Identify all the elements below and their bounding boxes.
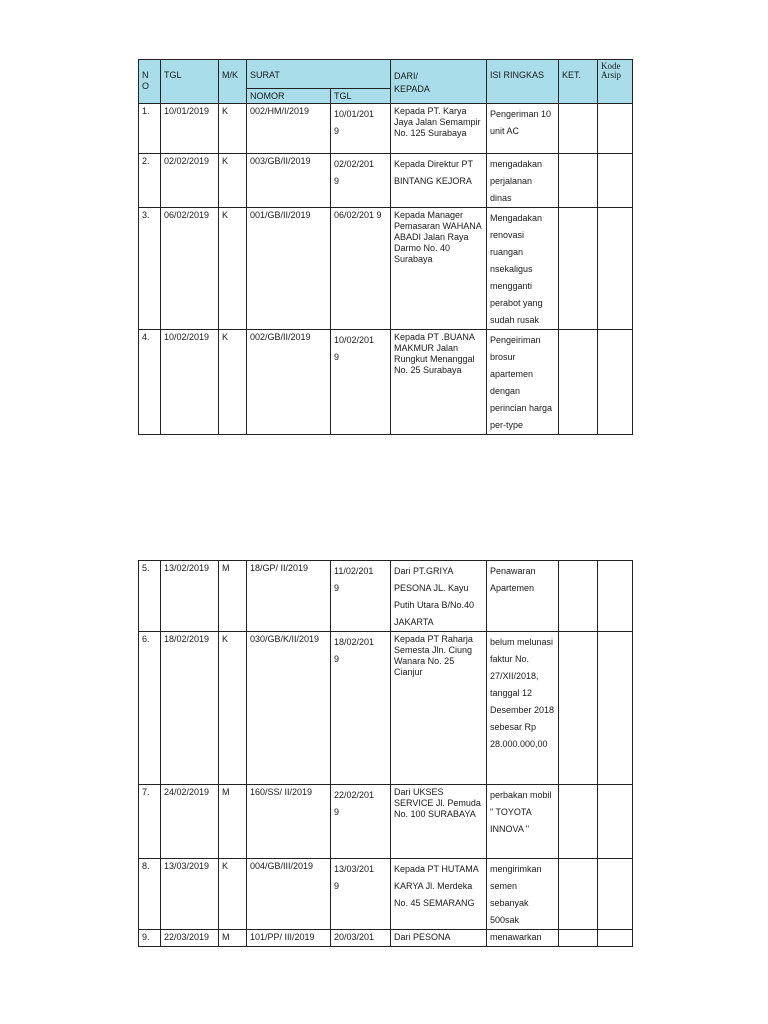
cell-mk: M (219, 785, 247, 859)
cell-isi-ringkas: Mengadakan renovasi ruangan nsekaligus mengganti perabot yang sudah rusak (487, 208, 559, 330)
cell-surat-tgl: 13/03/201 9 (331, 859, 391, 930)
cell-nomor: 002/GB/II/2019 (247, 330, 331, 435)
cell-kode-arsip (598, 104, 633, 154)
table-row (139, 785, 633, 859)
cell-surat-tgl: 06/02/201 9 (331, 208, 391, 330)
cell-kode-arsip (598, 208, 633, 330)
cell-dari-kepada: Kepada PT .BUANA MAKMUR Jalan Rungkut Menanggal No. 25 Surabaya (391, 330, 487, 435)
cell-dari-kepada: Dari UKSES SERVICE Jl. Pemuda No. 100 SURABAYA (391, 785, 487, 859)
cell-ket (559, 785, 598, 859)
cell-dari-kepada: Kepada Direktur PT BINTANG KEJORA (391, 154, 487, 208)
cell-no: 2. (139, 154, 161, 208)
cell-dari-kepada: Kepada PT. Karya Jaya Jalan Semampir No. 125 Surabaya (391, 104, 487, 154)
cell-nomor: 101/PP/ III/2019 (247, 930, 331, 947)
table-row (139, 561, 633, 632)
cell-mk: K (219, 330, 247, 435)
cell-isi-ringkas: perbakan mobil " TOYOTA INNOVA " (487, 785, 559, 859)
table-row (139, 632, 633, 785)
cell-surat-tgl: 10/02/201 9 (331, 330, 391, 435)
header-dari-kepada: DARI/ KEPADA (391, 60, 487, 104)
cell-nomor: 004/GB/III/2019 (247, 859, 331, 930)
cell-mk: K (219, 859, 247, 930)
header-nomor: NOMOR (247, 89, 331, 104)
cell-tgl: 22/03/2019 (161, 930, 219, 947)
cell-tgl: 06/02/2019 (161, 208, 219, 330)
cell-nomor: 18/GP/ II/2019 (247, 561, 331, 632)
cell-kode-arsip (598, 561, 633, 632)
header-surat-tgl: TGL (331, 89, 391, 104)
cell-ket (559, 632, 598, 785)
header-mk: M/K (219, 60, 247, 104)
cell-kode-arsip (598, 632, 633, 785)
cell-no: 6. (139, 632, 161, 785)
cell-kode-arsip (598, 859, 633, 930)
cell-tgl: 10/01/2019 (161, 104, 219, 154)
cell-kode-arsip (598, 330, 633, 435)
cell-isi-ringkas: Pengeriman 10 unit AC (487, 104, 559, 154)
cell-isi-ringkas: mengirimkan semen sebanyak 500sak (487, 859, 559, 930)
cell-no: 9. (139, 930, 161, 947)
cell-no: 3. (139, 208, 161, 330)
cell-ket (559, 208, 598, 330)
header-tgl: TGL (161, 60, 219, 104)
cell-surat-tgl: 02/02/201 9 (331, 154, 391, 208)
cell-tgl: 10/02/2019 (161, 330, 219, 435)
cell-dari-kepada: Kepada Manager Pemasaran WAHANA ABADI Jalan Raya Darmo No. 40 Surabaya (391, 208, 487, 330)
cell-mk: K (219, 208, 247, 330)
cell-kode-arsip (598, 930, 633, 947)
cell-no: 7. (139, 785, 161, 859)
cell-ket (559, 104, 598, 154)
cell-ket (559, 859, 598, 930)
table-row (139, 154, 633, 208)
cell-ket (559, 930, 598, 947)
header-no: N O (139, 60, 161, 104)
cell-isi-ringkas: mengadakan perjalanan dinas (487, 154, 559, 208)
cell-nomor: 030/GB/K/II/2019 (247, 632, 331, 785)
cell-mk: K (219, 104, 247, 154)
cell-no: 5. (139, 561, 161, 632)
header-surat: SURAT (247, 60, 391, 89)
cell-tgl: 24/02/2019 (161, 785, 219, 859)
letter-register-table-2 (138, 560, 633, 947)
header-kode-arsip: Kode Arsip (598, 60, 633, 104)
table-row (139, 930, 633, 947)
cell-nomor: 002/HM/I/2019 (247, 104, 331, 154)
cell-kode-arsip (598, 154, 633, 208)
cell-dari-kepada: Dari PESONA (391, 930, 487, 947)
cell-no: 8. (139, 859, 161, 930)
header-ket: KET. (559, 60, 598, 104)
cell-dari-kepada: Kepada PT HUTAMA KARYA Jl. Merdeka No. 45 SEMARANG (391, 859, 487, 930)
cell-surat-tgl: 11/02/201 9 (331, 561, 391, 632)
cell-tgl: 13/02/2019 (161, 561, 219, 632)
cell-tgl: 18/02/2019 (161, 632, 219, 785)
cell-isi-ringkas: menawarkan (487, 930, 559, 947)
cell-surat-tgl: 20/03/201 (331, 930, 391, 947)
cell-no: 1. (139, 104, 161, 154)
cell-nomor: 003/GB/II/2019 (247, 154, 331, 208)
cell-surat-tgl: 10/01/201 9 (331, 104, 391, 154)
table-row (139, 330, 633, 435)
cell-kode-arsip (598, 785, 633, 859)
cell-nomor: 160/SS/ II/2019 (247, 785, 331, 859)
cell-no: 4. (139, 330, 161, 435)
cell-dari-kepada: Kepada PT Raharja Semesta Jln. Ciung Wanara No. 25 Cianjur (391, 632, 487, 785)
table-row (139, 859, 633, 930)
cell-mk: M (219, 930, 247, 947)
cell-dari-kepada: Dari PT.GRIYA PESONA JL. Kayu Putih Utara B/No.40 JAKARTA (391, 561, 487, 632)
header-isi-ringkas: ISI RINGKAS (487, 60, 559, 104)
cell-ket (559, 330, 598, 435)
cell-mk: K (219, 632, 247, 785)
cell-surat-tgl: 22/02/201 9 (331, 785, 391, 859)
cell-tgl: 13/03/2019 (161, 859, 219, 930)
cell-surat-tgl: 18/02/201 9 (331, 632, 391, 785)
cell-isi-ringkas: Pengeiriman brosur apartemen dengan perincian harga per-type (487, 330, 559, 435)
cell-ket (559, 154, 598, 208)
cell-tgl: 02/02/2019 (161, 154, 219, 208)
table-row (139, 104, 633, 154)
cell-isi-ringkas: belum melunasi faktur No. 27/XII/2018, tanggal 12 Desember 2018 sebesar Rp 28.000.000,00 (487, 632, 559, 785)
cell-nomor: 001/GB/II/2019 (247, 208, 331, 330)
table-row (139, 208, 633, 330)
cell-ket (559, 561, 598, 632)
cell-isi-ringkas: Penawaran Apartemen (487, 561, 559, 632)
cell-mk: M (219, 561, 247, 632)
letter-register-table-1 (138, 59, 633, 435)
cell-mk: K (219, 154, 247, 208)
